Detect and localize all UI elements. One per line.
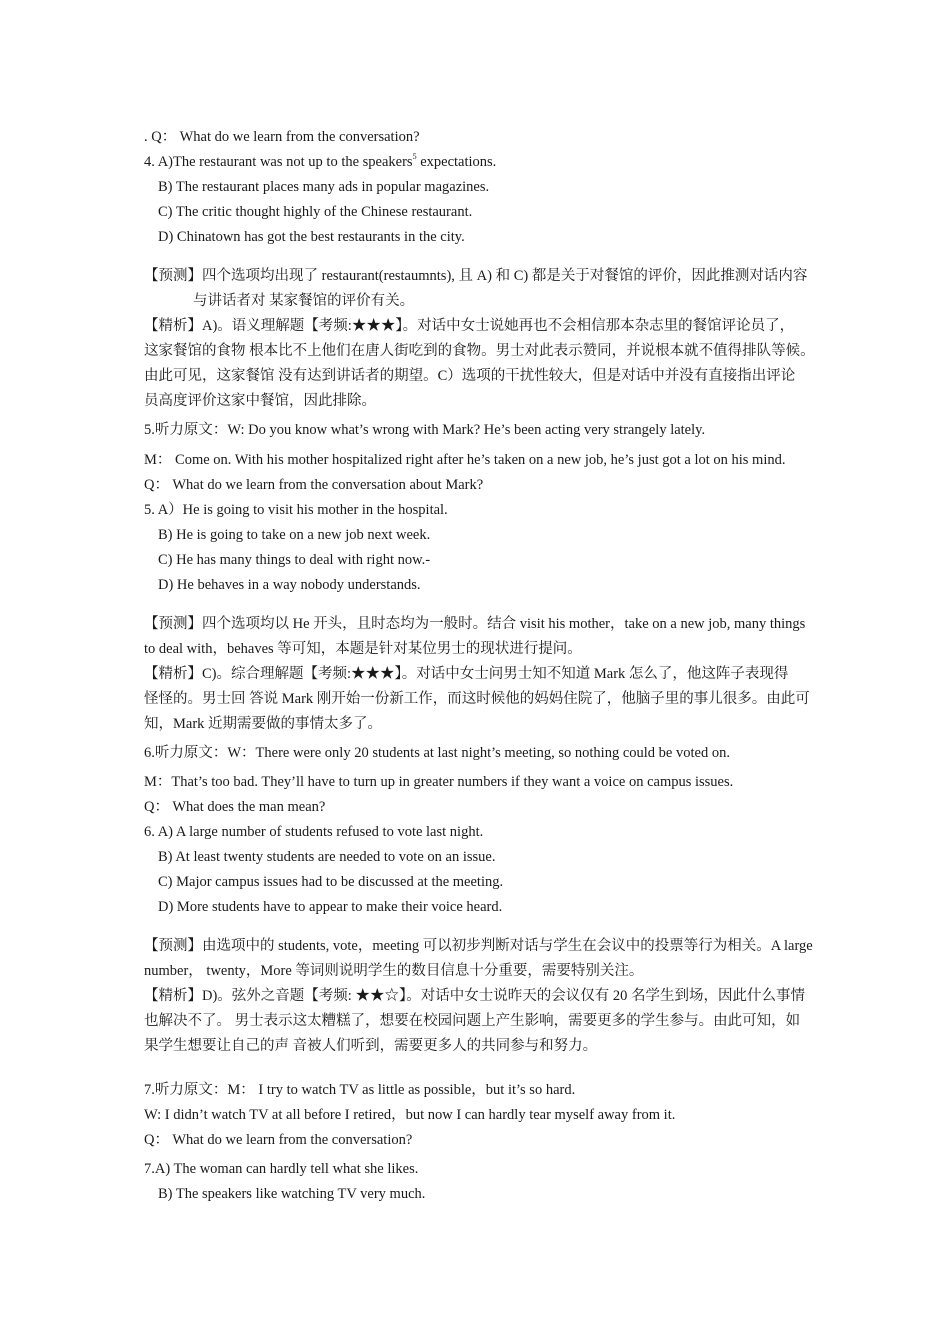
q6-prediction: 【预测】由选项中的 students, vote，meeting 可以初步判断对话与学生在会议中的投票等行为相关。A large	[144, 938, 813, 954]
q6-option-c: C) Major campus issues had to be discussed at the meeting.	[158, 874, 504, 890]
q5-option-d: D) He behaves in a way nobody understands.	[158, 577, 421, 593]
q5-option-b: B) He is going to take on a new job next week.	[158, 527, 431, 543]
q6-analysis: 【精析】D)。弦外之音题【考频: ★★☆】。对话中女士说昨天的会议仅有 20 名学生到场，因此什么事情	[144, 988, 805, 1004]
q7-option-b: B) The speakers like watching TV very much.	[158, 1186, 426, 1202]
q5-prediction-cont: to deal with，behaves 等可知，本题是针对某位男士的现状进行提问。	[144, 641, 582, 657]
q6-option-b: B) At least twenty students are needed to vote on an issue.	[158, 849, 496, 865]
q5-script-woman: 5.听力原文：W: Do you know what’s wrong with Mark? He’s been acting very strangely lately.	[144, 422, 706, 438]
q5-script-man: M： Come on. With his mother hospitalized right after he’s taken on a new job, he’s just got a lot on his mind.	[144, 452, 786, 468]
q5-analysis-line2: 怪怪的。男士回 答说 Mark 刚开始一份新工作，而这时候他的妈妈住院了，他脑子里的事儿很多。由此可	[144, 691, 810, 707]
q7-script-man: 7.听力原文：M： I try to watch TV as little as possible，but it’s so hard.	[144, 1082, 576, 1098]
q6-script-woman: 6.听力原文：W：There were only 20 students at last night’s meeting, so nothing could be voted on.	[144, 745, 730, 761]
q6-question: Q： What does the man mean?	[144, 799, 326, 815]
q4-question: . Q： What do we learn from the conversation?	[144, 129, 420, 145]
q4-option-a	[144, 153, 496, 171]
q5-option-a: 5. A）He is going to visit his mother in the hospital.	[144, 502, 448, 518]
q4-prediction: 【预测】四个选项均出现了 restaurant(restaumnts), 且 A) 和 C) 都是关于对餐馆的评价，因此推测对话内容	[144, 268, 808, 284]
q6-analysis-line3: 果学生想要让自己的声 音被人们听到，需要更多人的共同参与和努力。	[144, 1038, 598, 1054]
q5-analysis: 【精析】C)。综合理解题【考频:★★★】。对话中女士问男士知不知道 Mark 怎么了，他这阵子表现得	[144, 666, 789, 682]
q7-script-woman: W: I didn’t watch TV at all before I retired，but now I can hardly tear myself away from it.	[144, 1107, 676, 1123]
q6-option-a: 6. A) A large number of students refused to vote last night.	[144, 824, 484, 840]
q5-analysis-line3: 知，Mark 近期需要做的事情太多了。	[144, 716, 383, 732]
q7-option-a: 7.A) The woman can hardly tell what she likes.	[144, 1161, 419, 1177]
q4-option-d: D) Chinatown has got the best restaurants in the city.	[158, 229, 465, 245]
q4-analysis-line3: 由此可见，这家餐馆 没有达到讲话者的期望。C）选项的干扰性较大，但是对话中并没有直接指出评论	[144, 368, 796, 384]
q4-analysis: 【精析】A)。语义理解题【考频:★★★】。对话中女士说她再也不会相信那本杂志里的餐馆评论员了，	[144, 318, 795, 334]
q5-option-c: C) He has many things to deal with right now.-	[158, 552, 431, 568]
footnote-marker: 5	[412, 152, 417, 162]
q6-analysis-line2: 也解决不了。 男士表示这太糟糕了，想要在校园问题上产生影响，需要更多的学生参与。由此可知，如	[144, 1013, 801, 1029]
q6-script-man: M：That’s too bad. They’ll have to turn up in greater numbers if they want a voice on campus issues.	[144, 774, 734, 790]
q4-analysis-line4: 员高度评价这家中餐馆，因此排除。	[144, 393, 376, 409]
q6-prediction-cont: number， twenty，More 等词则说明学生的数目信息十分重要，需要特别关注。	[144, 963, 644, 979]
q7-question: Q： What do we learn from the conversation?	[144, 1132, 413, 1148]
q4-analysis-line2: 这家餐馆的食物 根本比不上他们在唐人街吃到的食物。男士对此表示赞同，并说根本就不值得排队等候。	[144, 343, 815, 359]
q4-option-b: B) The restaurant places many ads in popular magazines.	[158, 179, 490, 195]
q4-option-c: C) The critic thought highly of the Chinese restaurant.	[158, 204, 473, 220]
q4-prediction-cont: 与讲话者对 某家餐馆的评价有关。	[193, 293, 415, 309]
q4-option-a-end: expectations.	[416, 154, 497, 170]
q5-prediction: 【预测】四个选项均以 He 开头，且时态均为一般时。结合 visit his mother，take on a new job, many things	[144, 616, 806, 632]
q5-question: Q： What do we learn from the conversation about Mark?	[144, 477, 484, 493]
q4-option-a-text: 4. A)The restaurant was not up to the speakers	[144, 154, 413, 170]
q6-option-d: D) More students have to appear to make their voice heard.	[158, 899, 503, 915]
